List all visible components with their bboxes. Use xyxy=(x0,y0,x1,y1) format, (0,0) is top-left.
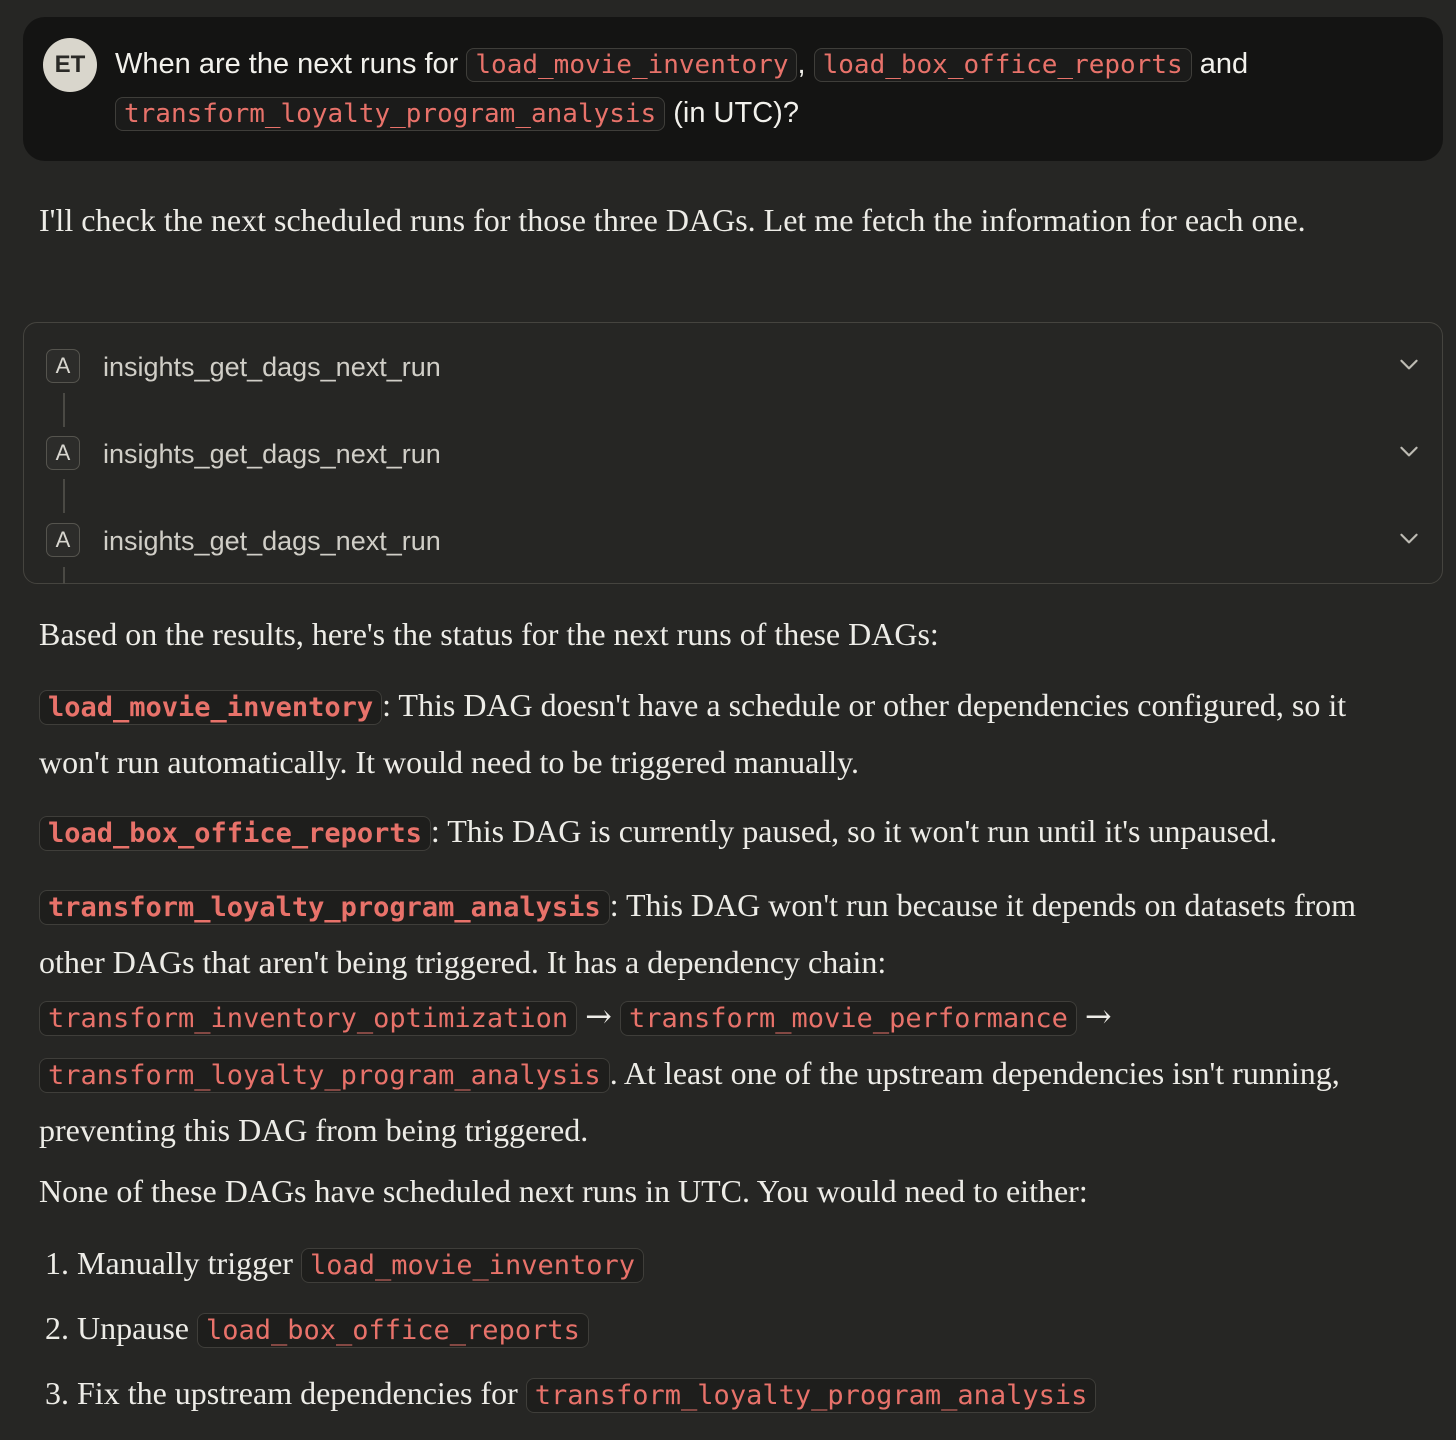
list-item: 3. Fix the upstream dependencies for transform_loyalty_program_analysis xyxy=(45,1366,1096,1431)
tool-badge-icon: A xyxy=(46,436,80,470)
chevron-down-icon[interactable] xyxy=(1396,438,1422,464)
inline-code: transform_movie_performance xyxy=(620,1001,1077,1036)
tool-badge-icon: A xyxy=(46,349,80,383)
inline-code: transform_loyalty_program_analysis xyxy=(115,97,665,131)
inline-code: load_movie_inventory xyxy=(301,1248,644,1283)
tool-badge-icon: A xyxy=(46,523,80,557)
steps-list xyxy=(45,1236,1096,1431)
chevron-down-icon[interactable] xyxy=(1396,351,1422,377)
inline-code: transform_loyalty_program_analysis xyxy=(39,1058,610,1093)
inline-code: load_box_office_reports xyxy=(197,1313,589,1348)
inline-code: load_movie_inventory xyxy=(466,48,797,82)
inline-code: load_movie_inventory xyxy=(39,690,382,725)
dag-status-item: load_box_office_reports : This DAG is currently paused, so it won't run until it's unpaused. xyxy=(39,804,1419,861)
connector-line xyxy=(63,479,65,513)
connector-line xyxy=(63,393,65,427)
list-item: 1. Manually trigger load_movie_inventory xyxy=(45,1236,1096,1301)
inline-code: transform_inventory_optimization xyxy=(39,1001,577,1036)
user-message-text: When are the next runs for load_movie_inventory , load_box_office_reports and transform_loyalty_program_analysis (in UTC)? xyxy=(115,48,1249,129)
dag-status-item: load_movie_inventory : This DAG doesn't have a schedule or other dependencies configured, so it won't run automatically. It would need to be triggered manually. xyxy=(39,687,1347,780)
tool-call-name: insights_get_dags_next_run xyxy=(103,526,441,556)
tool-call-name: insights_get_dags_next_run xyxy=(103,439,441,469)
avatar: ET xyxy=(43,38,97,92)
tool-call-row[interactable] xyxy=(24,345,1442,389)
conclusion-text: None of these DAGs have scheduled next runs in UTC. You would need to either: xyxy=(39,1173,1088,1209)
summary-text: Based on the results, here's the status for the next runs of these DAGs: xyxy=(39,616,939,652)
assistant-intro: I'll check the next scheduled runs for those three DAGs. Let me fetch the information for each one. xyxy=(39,202,1306,238)
list-item: 2. Unpause load_box_office_reports xyxy=(45,1301,1096,1366)
inline-code: load_box_office_reports xyxy=(814,48,1192,82)
tool-calls-panel xyxy=(23,322,1443,584)
chevron-down-icon[interactable] xyxy=(1396,525,1422,551)
tool-call-row[interactable] xyxy=(24,519,1442,563)
tool-call-name: insights_get_dags_next_run xyxy=(103,352,441,382)
inline-code: transform_loyalty_program_analysis xyxy=(39,890,610,925)
tool-call-row[interactable] xyxy=(24,432,1442,476)
dag-status-item: transform_loyalty_program_analysis : This DAG won't run because it depends on datasets from other DAGs that aren't being triggered. It has a dependency chain: transform_inventory_optimization → transform_movie_performance → transform_loyalty_program_analysis . At least one of the upstream dependencies isn't running, preventing this DAG from being triggered. xyxy=(39,887,1357,1148)
arrow-icon: → xyxy=(1084,997,1112,1035)
connector-line xyxy=(63,567,65,584)
inline-code: load_box_office_reports xyxy=(39,816,431,851)
inline-code: transform_loyalty_program_analysis xyxy=(526,1378,1097,1413)
arrow-icon: → xyxy=(585,997,612,1035)
